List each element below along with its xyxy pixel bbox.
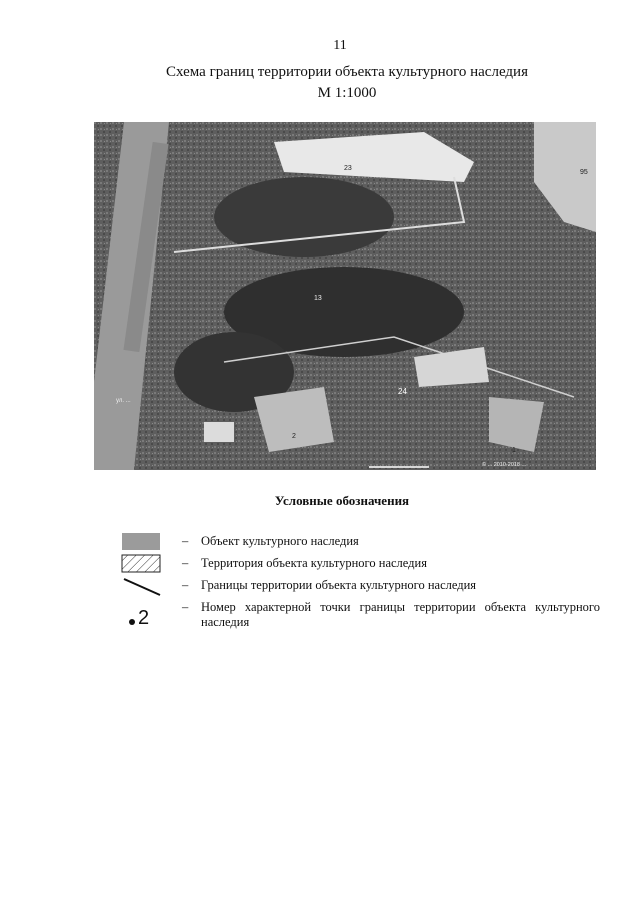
building-small [204,422,234,442]
aerial-map [94,122,596,470]
legend-text: Объект культурного наследия [201,534,359,548]
legend-text: Территория объекта культурного наследия [201,556,427,570]
map-label-1: 1 [512,447,516,454]
boundary-line-swatch [120,576,164,596]
page-title [0,62,640,104]
map-label-13: 13 [314,295,322,302]
map-label-2: 2 [292,433,296,440]
map-copyright: © ... 2010-2018 ... [482,462,527,468]
hatched-swatch [120,554,164,574]
map-street-label: ул. ... [116,398,131,404]
map-svg [94,122,596,470]
map-label-24: 24 [398,387,407,396]
title-scale: М 1:1000 [317,85,377,101]
legend-title: Условные обозначения [274,493,410,508]
legend-dash: – [182,578,189,592]
gray-fill-swatch [120,532,164,552]
map-label-95: 95 [580,169,588,176]
page-number: 11 [333,38,347,53]
legend-text: Границы территории объекта культурного наследия [201,578,477,592]
legend-item-territory [120,554,600,576]
point-marker-swatch [120,598,164,628]
title-line-1: Схема границ территории объекта культурного наследия [166,64,528,80]
legend-dash: – [182,556,189,570]
point-marker-label: 2 [138,607,150,628]
legend-dash: – [182,600,189,614]
legend-text: Номер характерной точки границы территории объекта культурного наследия [201,600,600,629]
legend-item-object [120,532,600,554]
legend-item-boundary [120,576,600,598]
legend [120,532,600,638]
legend-dash: – [182,534,189,548]
map-label-23: 23 [344,165,352,172]
legend-item-point [120,598,600,638]
